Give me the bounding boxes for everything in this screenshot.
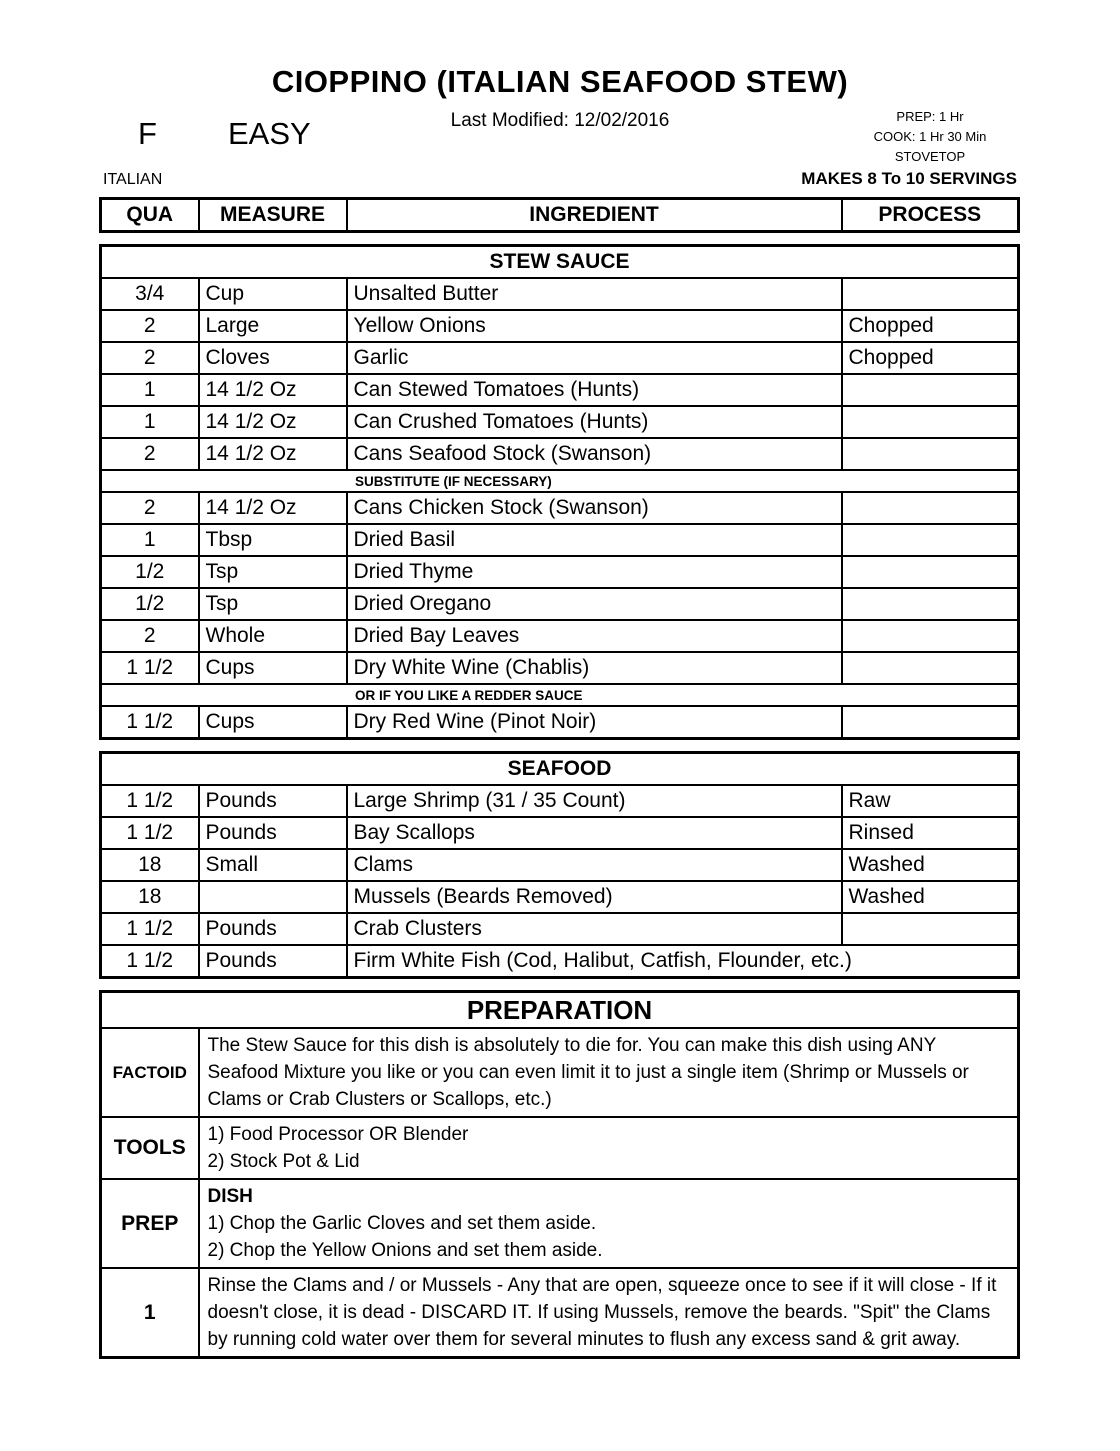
difficulty-label: EASY — [228, 116, 311, 151]
ingredient-row — [101, 652, 1019, 684]
process-cell — [842, 652, 1019, 684]
measure-cell: Tbsp — [199, 524, 347, 556]
measure-cell: Cups — [199, 652, 347, 684]
ingredient-row — [101, 406, 1019, 438]
qua-cell: 1/2 — [101, 588, 199, 620]
qua-cell: 1 1/2 — [101, 652, 199, 684]
ingredient-table — [99, 751, 1020, 979]
note-row — [101, 470, 1019, 492]
process-cell — [842, 588, 1019, 620]
measure-cell: Pounds — [199, 913, 347, 945]
section-title: STEW SAUCE — [101, 246, 1019, 279]
prep-row-body — [199, 1117, 1019, 1179]
process-cell — [842, 524, 1019, 556]
ingredient-table — [99, 244, 1020, 740]
measure-cell: Tsp — [199, 556, 347, 588]
ingredient-cell: Dried Bay Leaves — [347, 620, 842, 652]
qua-cell: 2 — [101, 310, 199, 342]
col-head-ingredient: INGREDIENT — [347, 199, 842, 232]
preparation-title: PREPARATION — [101, 992, 1019, 1029]
process-cell: Washed — [842, 881, 1019, 913]
ingredient-cell: Dried Basil — [347, 524, 842, 556]
column-header-row — [101, 199, 1019, 232]
ingredient-row — [101, 374, 1019, 406]
column-header-table — [99, 197, 1020, 233]
measure-cell: Whole — [199, 620, 347, 652]
prep-line: Rinse the Clams and / or Mussels - Any that are open, squeeze once to see if it will close - If it doesn't close, it is dead - DISCARD IT. If using Mussels, remove the beards. "Spit" the Clams by running cold water over them for several minutes to flush any excess sand & grit away. — [207, 1275, 997, 1350]
prep-row-label: PREP — [101, 1179, 199, 1268]
measure-cell: Cup — [199, 278, 347, 310]
process-cell — [842, 620, 1019, 652]
ingredient-tables — [99, 244, 1017, 979]
measure-cell: Pounds — [199, 785, 347, 817]
prep-row-body — [199, 1268, 1019, 1358]
qua-cell: 1 — [101, 374, 199, 406]
qua-cell: 2 — [101, 492, 199, 524]
ingredient-row — [101, 588, 1019, 620]
prep-row-label: FACTOID — [101, 1028, 199, 1117]
cook-info — [830, 107, 1030, 167]
qua-cell: 1/2 — [101, 556, 199, 588]
ingredient-cell: Can Stewed Tomatoes (Hunts) — [347, 374, 842, 406]
ingredient-cell: Large Shrimp (31 / 35 Count) — [347, 785, 842, 817]
ingredient-cell: Dried Thyme — [347, 556, 842, 588]
measure-cell: Small — [199, 849, 347, 881]
preparation-row — [101, 1028, 1019, 1117]
process-cell: Raw — [842, 785, 1019, 817]
ingredient-cell: Dry White Wine (Chablis) — [347, 652, 842, 684]
section-title-row — [101, 753, 1019, 786]
note-text: OR IF YOU LIKE A REDDER SAUCE — [101, 684, 1019, 706]
col-head-measure: MEASURE — [199, 199, 347, 232]
cook-time: COOK: 1 Hr 30 Min — [873, 129, 987, 144]
ingredient-cell: Cans Seafood Stock (Swanson) — [347, 438, 842, 470]
process-cell: Washed — [842, 849, 1019, 881]
prep-line: 2) Stock Pot & Lid — [207, 1151, 360, 1172]
prep-line: 2) Chop the Yellow Onions and set them aside. — [207, 1240, 603, 1261]
qua-cell: 1 1/2 — [101, 913, 199, 945]
measure-cell: 14 1/2 Oz — [199, 438, 347, 470]
prep-line: The Stew Sauce for this dish is absolutely to die for. You can make this dish using ANY Seafood Mixture you like or you can even limit it to just a single item (Shrimp or Mussels or Clams or Crab Clusters or Scallops, etc.) — [207, 1035, 969, 1110]
measure-cell: 14 1/2 Oz — [199, 406, 347, 438]
prep-line: 1) Chop the Garlic Cloves and set them aside. — [207, 1213, 597, 1234]
ingredient-row — [101, 620, 1019, 652]
ingredient-row — [101, 706, 1019, 739]
process-cell — [842, 706, 1019, 739]
process-cell — [842, 406, 1019, 438]
preparation-row — [101, 1268, 1019, 1358]
section-title-row — [101, 246, 1019, 279]
ingredient-row — [101, 849, 1019, 881]
cook-method: STOVETOP — [894, 149, 966, 164]
ingredient-cell: Yellow Onions — [347, 310, 842, 342]
process-cell: Rinsed — [842, 817, 1019, 849]
preparation-row — [101, 1179, 1019, 1268]
qua-cell: 1 1/2 — [101, 817, 199, 849]
prep-time: PREP: 1 Hr — [896, 109, 964, 124]
ingredient-row — [101, 310, 1019, 342]
prep-row-label: TOOLS — [101, 1117, 199, 1179]
qua-cell: 1 — [101, 524, 199, 556]
ingredient-cell: Mussels (Beards Removed) — [347, 881, 842, 913]
ingredient-cell: Clams — [347, 849, 842, 881]
ingredient-row — [101, 785, 1019, 817]
process-cell — [842, 438, 1019, 470]
ingredient-row — [101, 881, 1019, 913]
tables-container — [99, 197, 1017, 1359]
qua-cell: 1 — [101, 406, 199, 438]
measure-cell: Cups — [199, 706, 347, 739]
qua-cell: 18 — [101, 849, 199, 881]
ingredient-cell: Can Crushed Tomatoes (Hunts) — [347, 406, 842, 438]
process-cell — [842, 278, 1019, 310]
measure-cell: Tsp — [199, 588, 347, 620]
prep-line: 1) Food Processor OR Blender — [207, 1124, 469, 1145]
ingredient-row — [101, 438, 1019, 470]
section-title: SEAFOOD — [101, 753, 1019, 786]
servings-label: MAKES 8 To 10 SERVINGS — [801, 169, 1017, 188]
ingredient-row — [101, 945, 1019, 978]
measure-cell: Pounds — [199, 945, 347, 978]
qua-cell: 3/4 — [101, 278, 199, 310]
prep-line: DISH — [207, 1186, 253, 1207]
ingredient-row — [101, 556, 1019, 588]
ingredient-cell: Bay Scallops — [347, 817, 842, 849]
qua-cell: 1 1/2 — [101, 785, 199, 817]
ingredient-row — [101, 278, 1019, 310]
measure-cell: 14 1/2 Oz — [199, 492, 347, 524]
process-cell: Chopped — [842, 310, 1019, 342]
ingredient-cell: Dried Oregano — [347, 588, 842, 620]
ingredient-cell: Unsalted Butter — [347, 278, 842, 310]
grade-letter: F — [138, 116, 157, 151]
ingredient-row — [101, 492, 1019, 524]
qua-cell: 2 — [101, 620, 199, 652]
ingredient-row — [101, 342, 1019, 374]
preparation-title-row — [101, 992, 1019, 1029]
measure-cell: Cloves — [199, 342, 347, 374]
prep-row-body — [199, 1028, 1019, 1117]
last-modified: Last Modified: 12/02/2016 — [450, 110, 670, 131]
process-cell: Chopped — [842, 342, 1019, 374]
qua-cell: 1 1/2 — [101, 706, 199, 739]
ingredient-cell: Garlic — [347, 342, 842, 374]
preparation-table — [99, 990, 1020, 1359]
page-title: CIOPPINO (ITALIAN SEAFOOD STEW) — [271, 64, 849, 99]
ingredient-cell: Dry Red Wine (Pinot Noir) — [347, 706, 842, 739]
measure-cell: 14 1/2 Oz — [199, 374, 347, 406]
ingredient-cell: Cans Chicken Stock (Swanson) — [347, 492, 842, 524]
col-head-qua: QUA — [101, 199, 199, 232]
ingredient-row — [101, 817, 1019, 849]
note-row — [101, 684, 1019, 706]
measure-cell: Large — [199, 310, 347, 342]
qua-cell: 2 — [101, 342, 199, 374]
ingredient-row — [101, 913, 1019, 945]
prep-row-body — [199, 1179, 1019, 1268]
preparation-row — [101, 1117, 1019, 1179]
qua-cell: 2 — [101, 438, 199, 470]
process-cell — [842, 374, 1019, 406]
col-head-process: PROCESS — [842, 199, 1019, 232]
ingredient-cell: Crab Clusters — [347, 913, 842, 945]
measure-cell: Pounds — [199, 817, 347, 849]
prep-row-label: 1 — [101, 1268, 199, 1358]
process-cell — [842, 913, 1019, 945]
measure-cell — [199, 881, 347, 913]
process-cell — [842, 556, 1019, 588]
process-cell — [842, 492, 1019, 524]
ingredient-row — [101, 524, 1019, 556]
note-text: SUBSTITUTE (IF NECESSARY) — [101, 470, 1019, 492]
qua-cell: 18 — [101, 881, 199, 913]
qua-cell: 1 1/2 — [101, 945, 199, 978]
ingredient-cell: Firm White Fish (Cod, Halibut, Catfish, Flounder, etc.) — [347, 945, 1019, 978]
cuisine-label: ITALIAN — [103, 171, 163, 188]
